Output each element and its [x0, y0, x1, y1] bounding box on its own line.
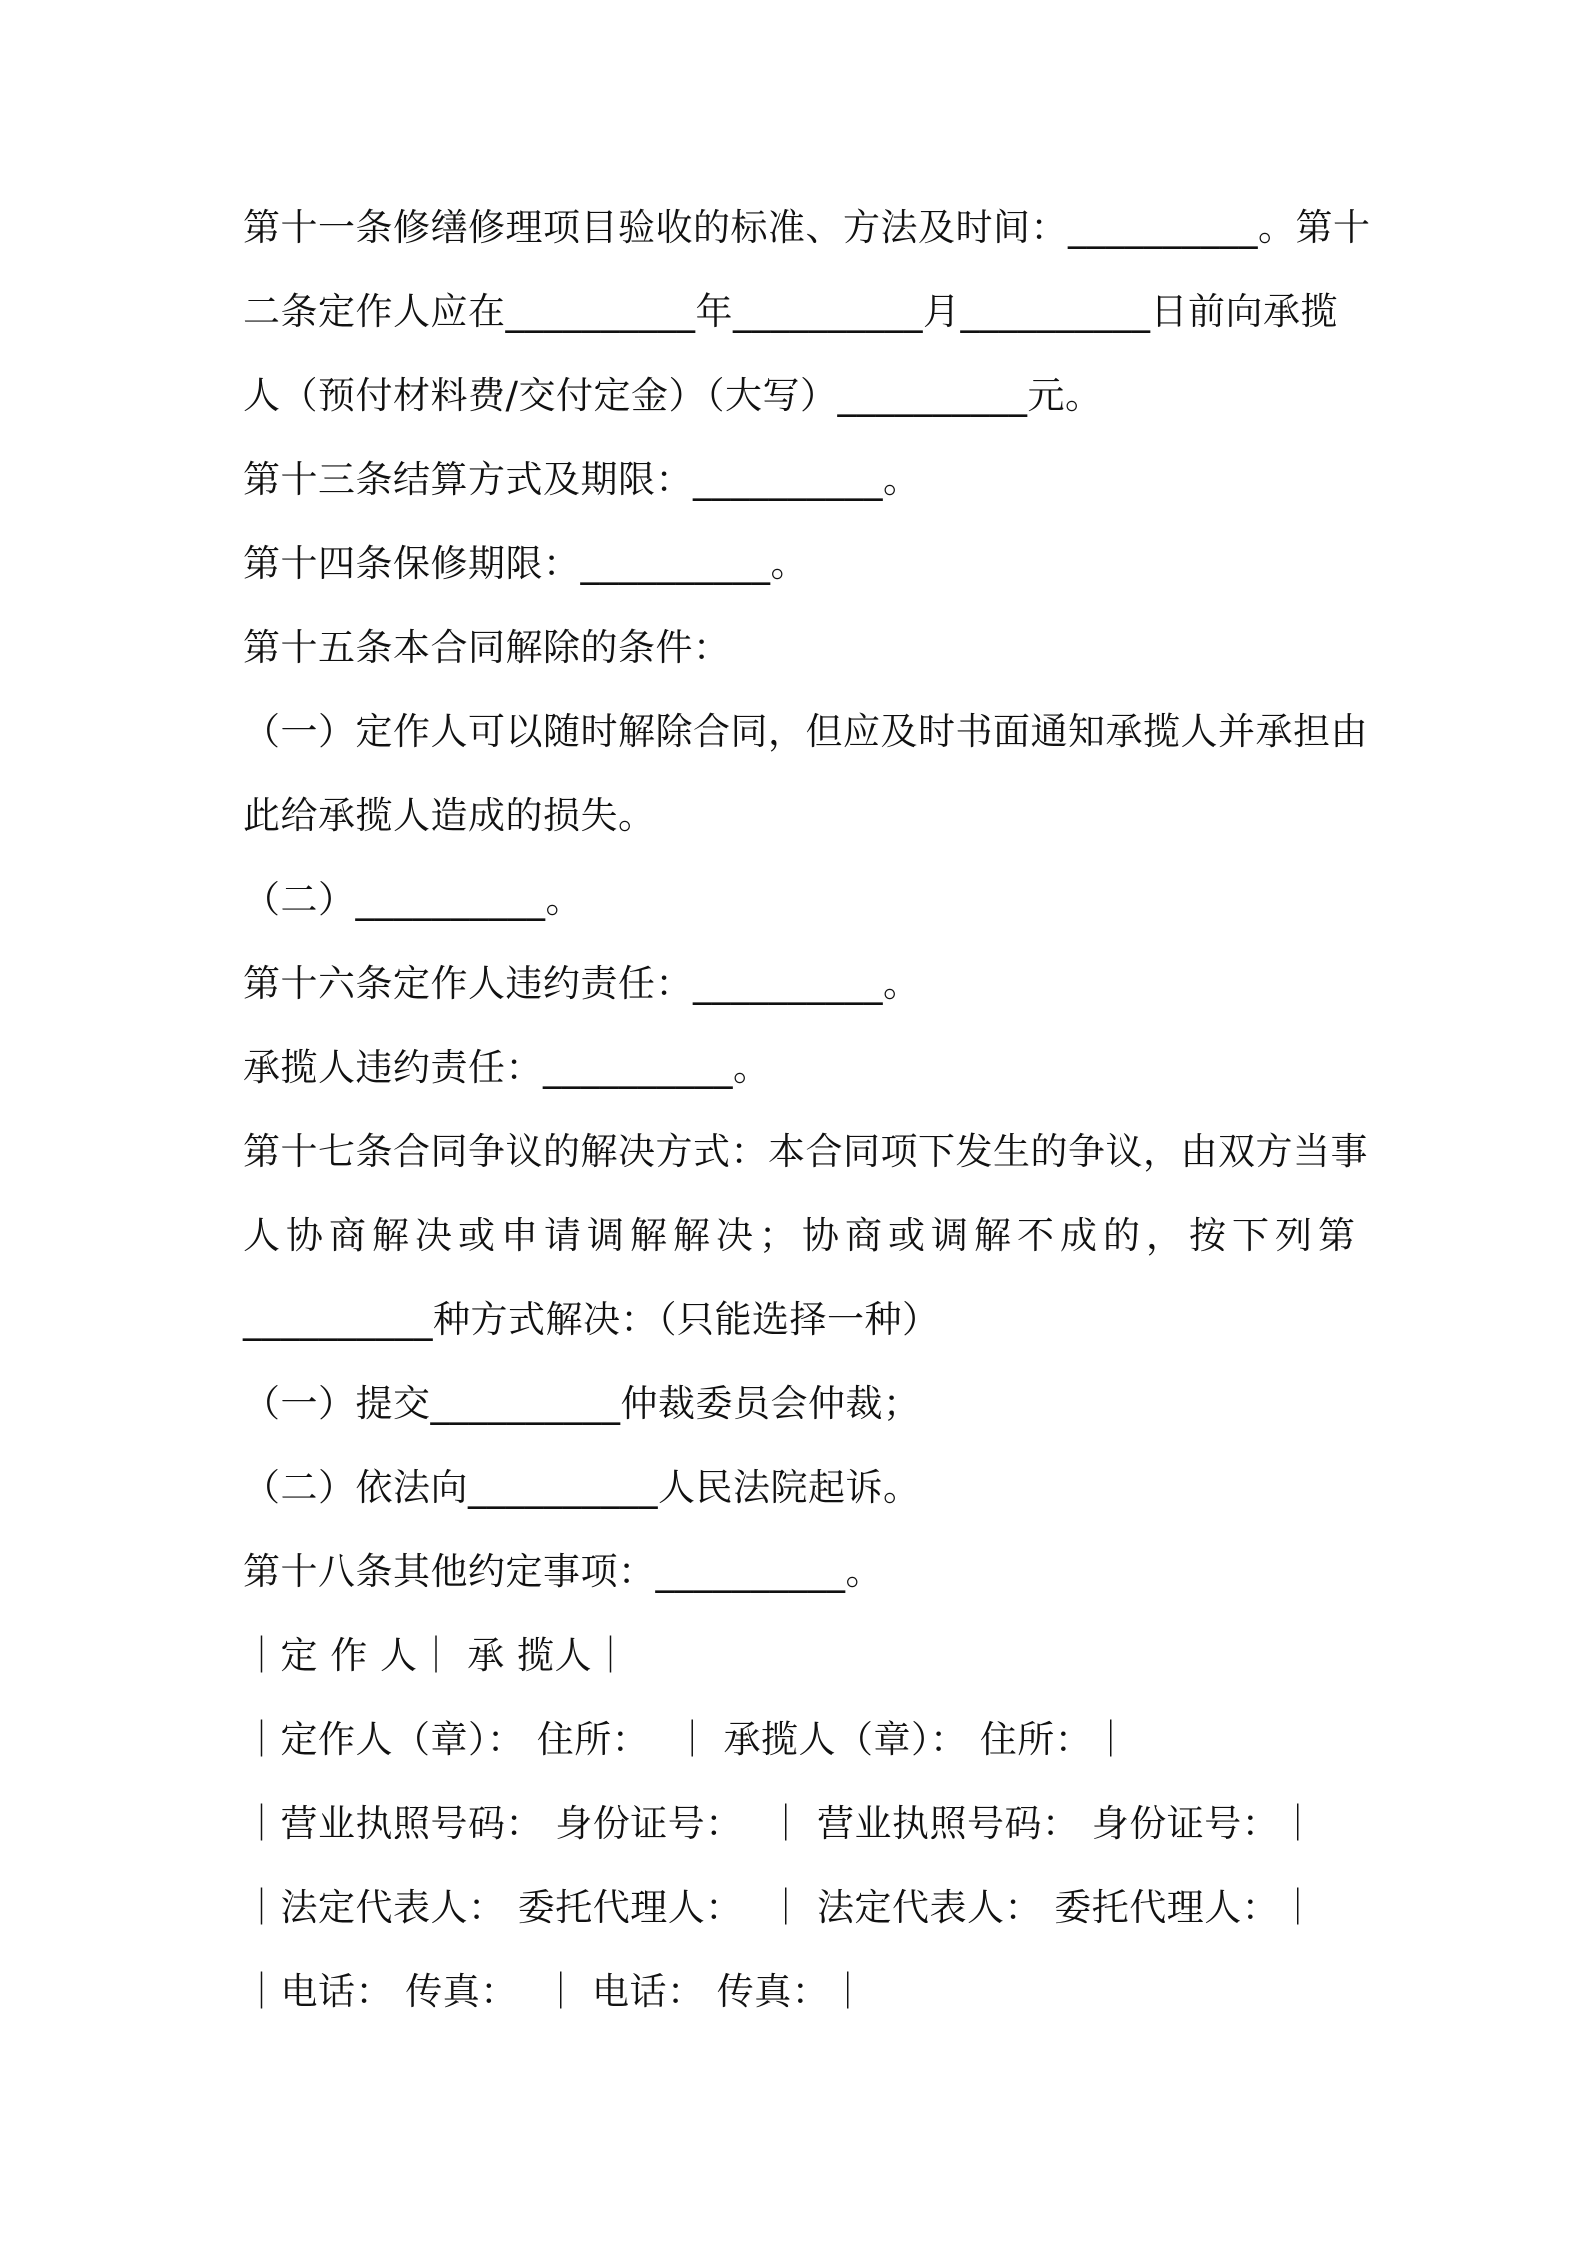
signature-table-row-representative: ｜法定代表人： 委托代理人： ｜ 法定代表人： 委托代理人：｜ — [243, 1886, 1317, 1929]
clause-17-line-1: 第十七条合同争议的解决方式：本合同项下发生的争议，由双方当事 — [243, 1130, 1368, 1173]
clause-15-item-1-line-2: 此给承揽人造成的损失。 — [243, 794, 656, 837]
clause-17-option-1: （一）提交__________仲裁委员会仲裁； — [243, 1382, 921, 1425]
clause-15-heading: 第十五条本合同解除的条件： — [243, 626, 731, 669]
clause-12-line-2: 二条定作人应在__________年__________月__________日前向承揽 — [243, 290, 1338, 333]
clause-17-line-3: __________种方式解决：（只能选择一种） — [243, 1298, 940, 1341]
clause-16-contractor: 承揽人违约责任：__________。 — [243, 1046, 771, 1089]
clause-12-line-3: 人（预付材料费/交付定金）（大写）__________元。 — [243, 374, 1103, 417]
clause-13: 第十三条结算方式及期限：__________。 — [243, 458, 921, 501]
clause-15-item-2: （二）__________。 — [243, 878, 583, 921]
clause-17-option-2: （二）依法向__________人民法院起诉。 — [243, 1466, 921, 1509]
signature-table-row-phone: ｜电话： 传真： ｜ 电话： 传真：｜ — [243, 1970, 867, 2013]
signature-table-row-seal: ｜定作人（章）： 住所： ｜ 承揽人（章）： 住所：｜ — [243, 1718, 1130, 1761]
clause-16-orderer: 第十六条定作人违约责任：__________。 — [243, 962, 921, 1005]
signature-table-row-license: ｜营业执照号码： 身份证号： ｜ 营业执照号码： 身份证号：｜ — [243, 1802, 1317, 1845]
clause-18: 第十八条其他约定事项：__________。 — [243, 1550, 883, 1593]
clause-15-item-1-line-1: （一）定作人可以随时解除合同，但应及时书面通知承揽人并承担由 — [243, 710, 1368, 753]
clause-11-line-1: 第十一条修缮修理项目验收的标准、方法及时间：__________。第十 — [243, 206, 1371, 249]
signature-table-header: ｜定 作 人｜ 承 揽人｜ — [243, 1634, 630, 1677]
clause-14: 第十四条保修期限：__________。 — [243, 542, 808, 585]
clause-17-line-2: 人协商解决或申请调解解决；协商或调解不成的，按下列第 — [243, 1214, 1361, 1257]
